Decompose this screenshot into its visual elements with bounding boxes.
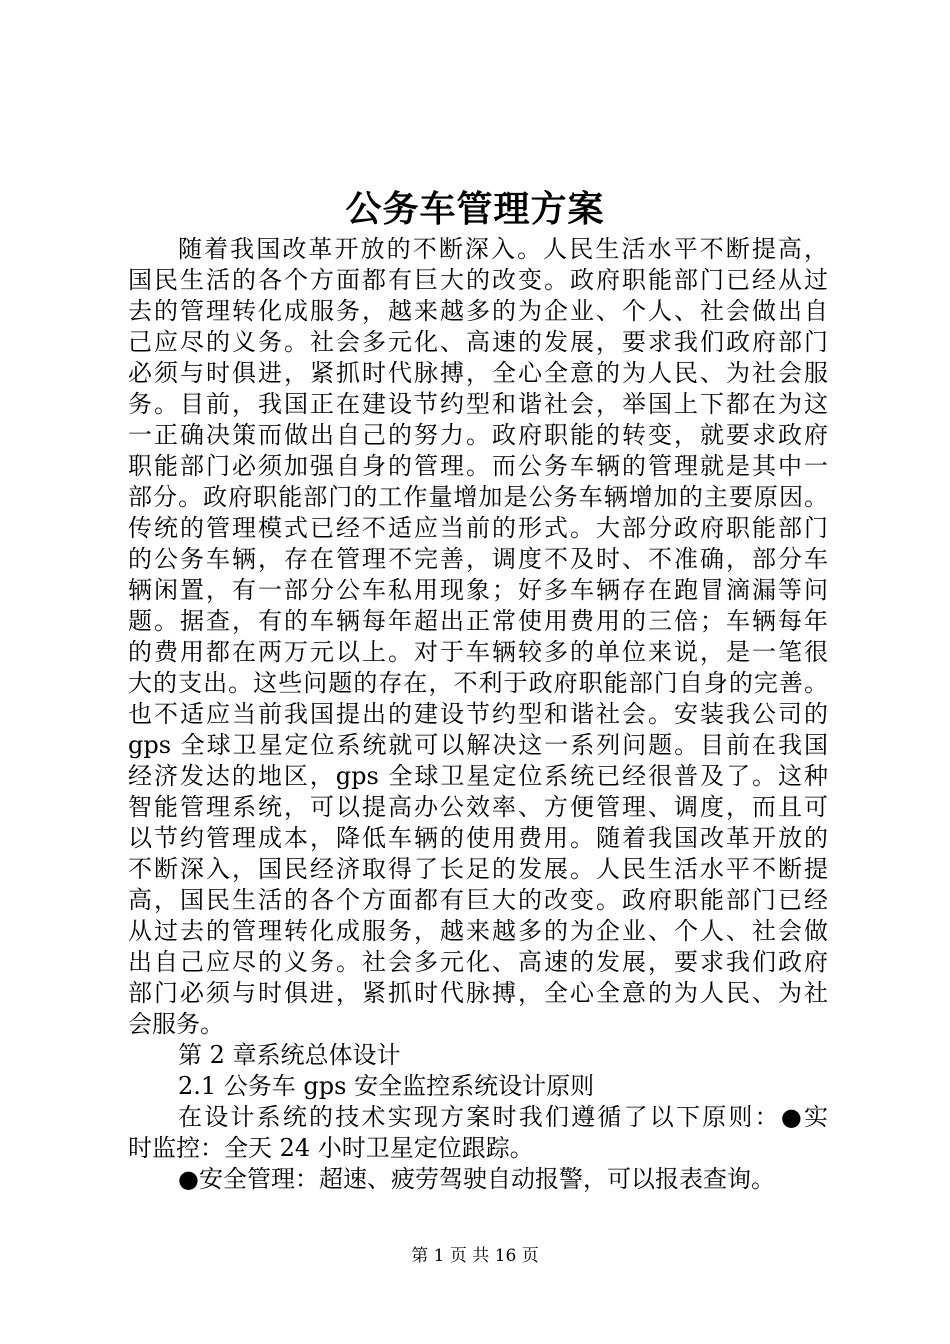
- document-body: [128, 234, 828, 1195]
- body-line: 随着我国改革开放的不断深入。人民生活水平不断提高，: [178, 235, 828, 263]
- body-line: 传统的管理模式已经不适应当前的形式。大部分政府职能部门: [128, 514, 828, 542]
- body-line: ●安全管理：超速、疲劳驾驶自动报警，可以报表查询。: [178, 1165, 775, 1193]
- body-line: 经济发达的地区，gps 全球卫星定位系统已经很普及了。这种: [128, 762, 828, 790]
- body-line: 高，国民生活的各个方面都有巨大的改变。政府职能部门已经: [128, 886, 828, 914]
- body-line: 以节约管理成本，降低车辆的使用费用。随着我国改革开放的: [128, 824, 828, 852]
- body-line: 必须与时俱进，紧抓时代脉搏，全心全意的为人民、为社会服: [128, 359, 828, 387]
- chapter-heading: 第 2 章系统总体设计: [178, 1041, 401, 1069]
- body-line: 辆闲置，有一部分公车私用现象；好多车辆存在跑冒滴漏等问: [128, 576, 828, 604]
- body-line: 大的支出。这些问题的存在，不利于政府职能部门自身的完善。: [128, 669, 828, 697]
- body-line: 务。目前，我国正在建设节约型和谐社会，举国上下都在为这: [128, 390, 828, 418]
- body-line: 从过去的管理转化成服务，越来越多的为企业、个人、社会做: [128, 917, 828, 945]
- body-line: 部门必须与时俱进，紧抓时代脉搏，全心全意的为人民、为社: [128, 979, 828, 1007]
- body-line: 的费用都在两万元以上。对于车辆较多的单位来说，是一笔很: [128, 638, 828, 666]
- page-footer: 第 1 页 共 16 页: [411, 1246, 539, 1266]
- body-line: 会服务。: [128, 1010, 224, 1038]
- body-line: 的公务车辆，存在管理不完善，调度不及时、不准确，部分车: [128, 545, 828, 573]
- body-line: 国民生活的各个方面都有巨大的改变。政府职能部门已经从过: [128, 266, 828, 294]
- body-line: 部分。政府职能部门的工作量增加是公务车辆增加的主要原因。: [128, 483, 828, 511]
- body-line: 出自己应尽的义务。社会多元化、高速的发展，要求我们政府: [128, 948, 828, 976]
- body-line: 在设计系统的技术实现方案时我们遵循了以下原则：●实: [178, 1103, 828, 1131]
- body-line: 时监控：全天 24 小时卫星定位跟踪。: [128, 1134, 534, 1162]
- body-line: 也不适应当前我国提出的建设节约型和谐社会。安装我公司的: [128, 700, 828, 728]
- body-line: 题。据查，有的车辆每年超出正常使用费用的三倍；车辆每年: [128, 607, 828, 635]
- body-line: 职能部门必须加强自身的管理。而公务车辆的管理就是其中一: [128, 452, 828, 480]
- body-line: 一正确决策而做出自己的努力。政府职能的转变，就要求政府: [128, 421, 828, 449]
- body-line: 智能管理系统，可以提高办公效率、方便管理、调度，而且可: [128, 793, 828, 821]
- section-heading: 2.1 公务车 gps 安全监控系统设计原则: [178, 1072, 595, 1100]
- document-title: 公务车管理方案: [345, 188, 605, 230]
- body-line: 去的管理转化成服务，越来越多的为企业、个人、社会做出自: [128, 297, 828, 325]
- body-line: 不断深入，国民经济取得了长足的发展。人民生活水平不断提: [128, 855, 828, 883]
- body-line: 己应尽的义务。社会多元化、高速的发展，要求我们政府部门: [128, 328, 828, 356]
- body-line: gps 全球卫星定位系统就可以解决这一系列问题。目前在我国: [128, 731, 828, 759]
